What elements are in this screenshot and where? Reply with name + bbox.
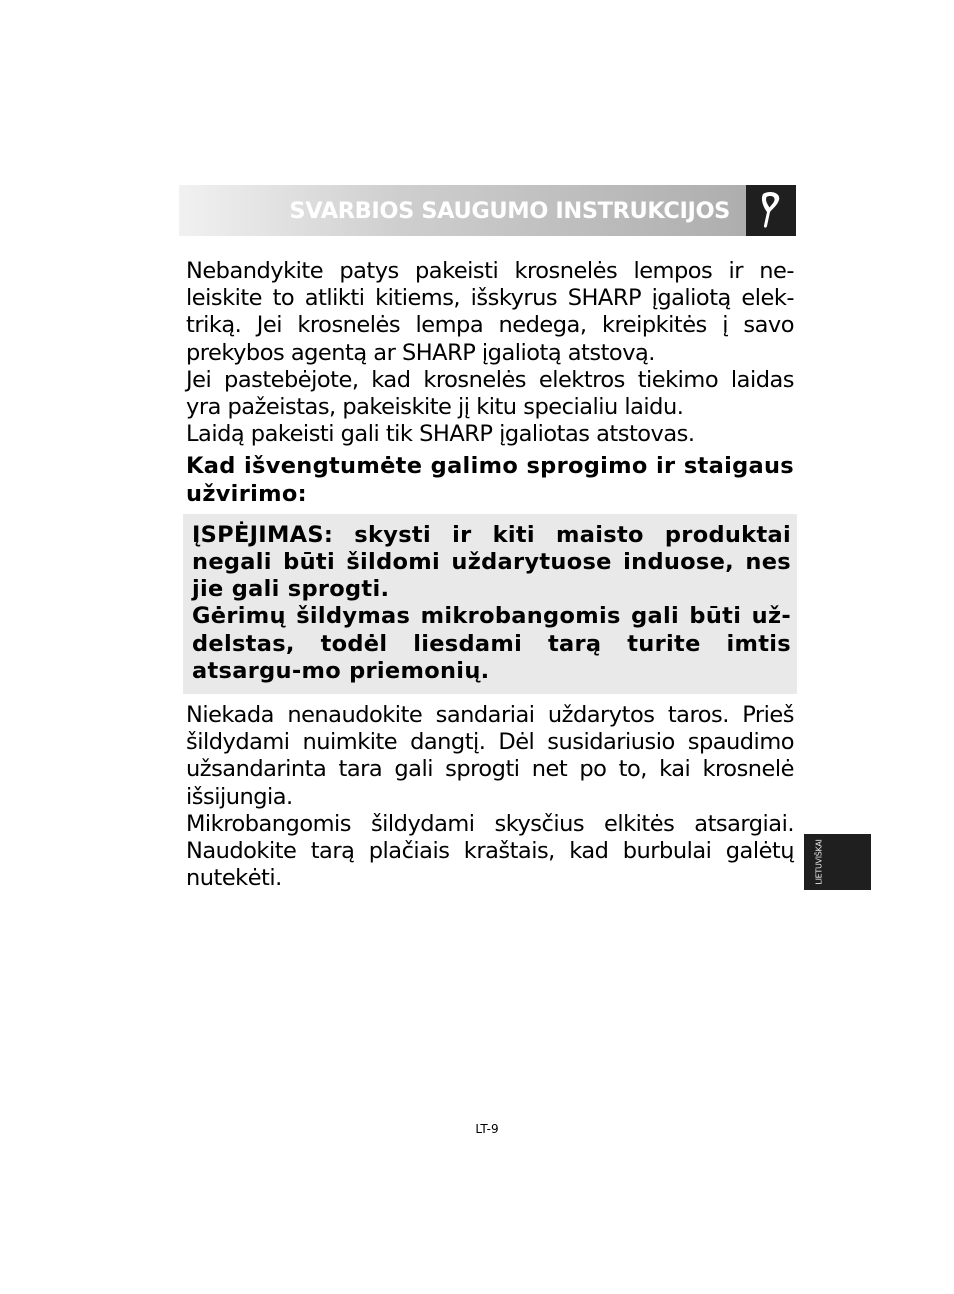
- paragraph-replace: Laidą pakeisti gali tik SHARP įgaliotas atstovas.: [186, 421, 695, 448]
- main-content: [186, 258, 794, 892]
- warning-text-2: Gėrimų šildymas mikrobangomis gali būti už-delstas, todėl liesdami tarą turite imtis atsargu-mo priemonių.: [192, 603, 791, 684]
- section-header: [179, 185, 796, 236]
- paragraph-cord: Jei pastebėjote, kad krosnelės elektros tiekimo laidas yra pažeistas, pakeiskite jį kitu specialiu laidu.: [186, 366, 794, 421]
- exclamation-mark-icon: [746, 185, 796, 236]
- paragraph-sealed: Niekada nenaudokite sandariai uždarytos taros. Prieš šildydami nuimkite dangtį. Dėl susidariusio spaudimo užsandarinta tara gali sprogti net po to, kai krosnelė išsijungia.: [186, 702, 794, 810]
- paragraph-lamp: Nebandykite patys pakeisti krosnelės lempos ir ne-leiskite to atlikti kitiems, išskyrus SHARP įgaliotą elek-triką. Jei krosnelės lempa nedega, kreipkitės į savo prekybos agentą ar SHARP įgaliotą atstovą.: [186, 258, 794, 366]
- warning-text: ĮSPĖJIMAS: skysti ir kiti maisto produktai negali būti šildomi uždarytuose induose, nes jie gali sprogti.: [192, 521, 791, 603]
- paragraph-liquids: Mikrobangomis šildydami skysčius elkitės atsargiai. Naudokite tarą plačiais kraštais, kad burbulai galėtų nutekėti.: [186, 810, 794, 892]
- warning-box: [183, 514, 797, 694]
- section-title: SVARBIOS SAUGUMO INSTRUKCIJOS: [289, 198, 730, 224]
- explosion-heading: Kad išvengtumėte galimo sprogimo ir staigaus užvirimo:: [186, 453, 794, 507]
- language-label: LIETUVIŠKAI: [814, 839, 824, 885]
- page-number: LT-9: [475, 1122, 499, 1136]
- language-tab: [804, 834, 871, 890]
